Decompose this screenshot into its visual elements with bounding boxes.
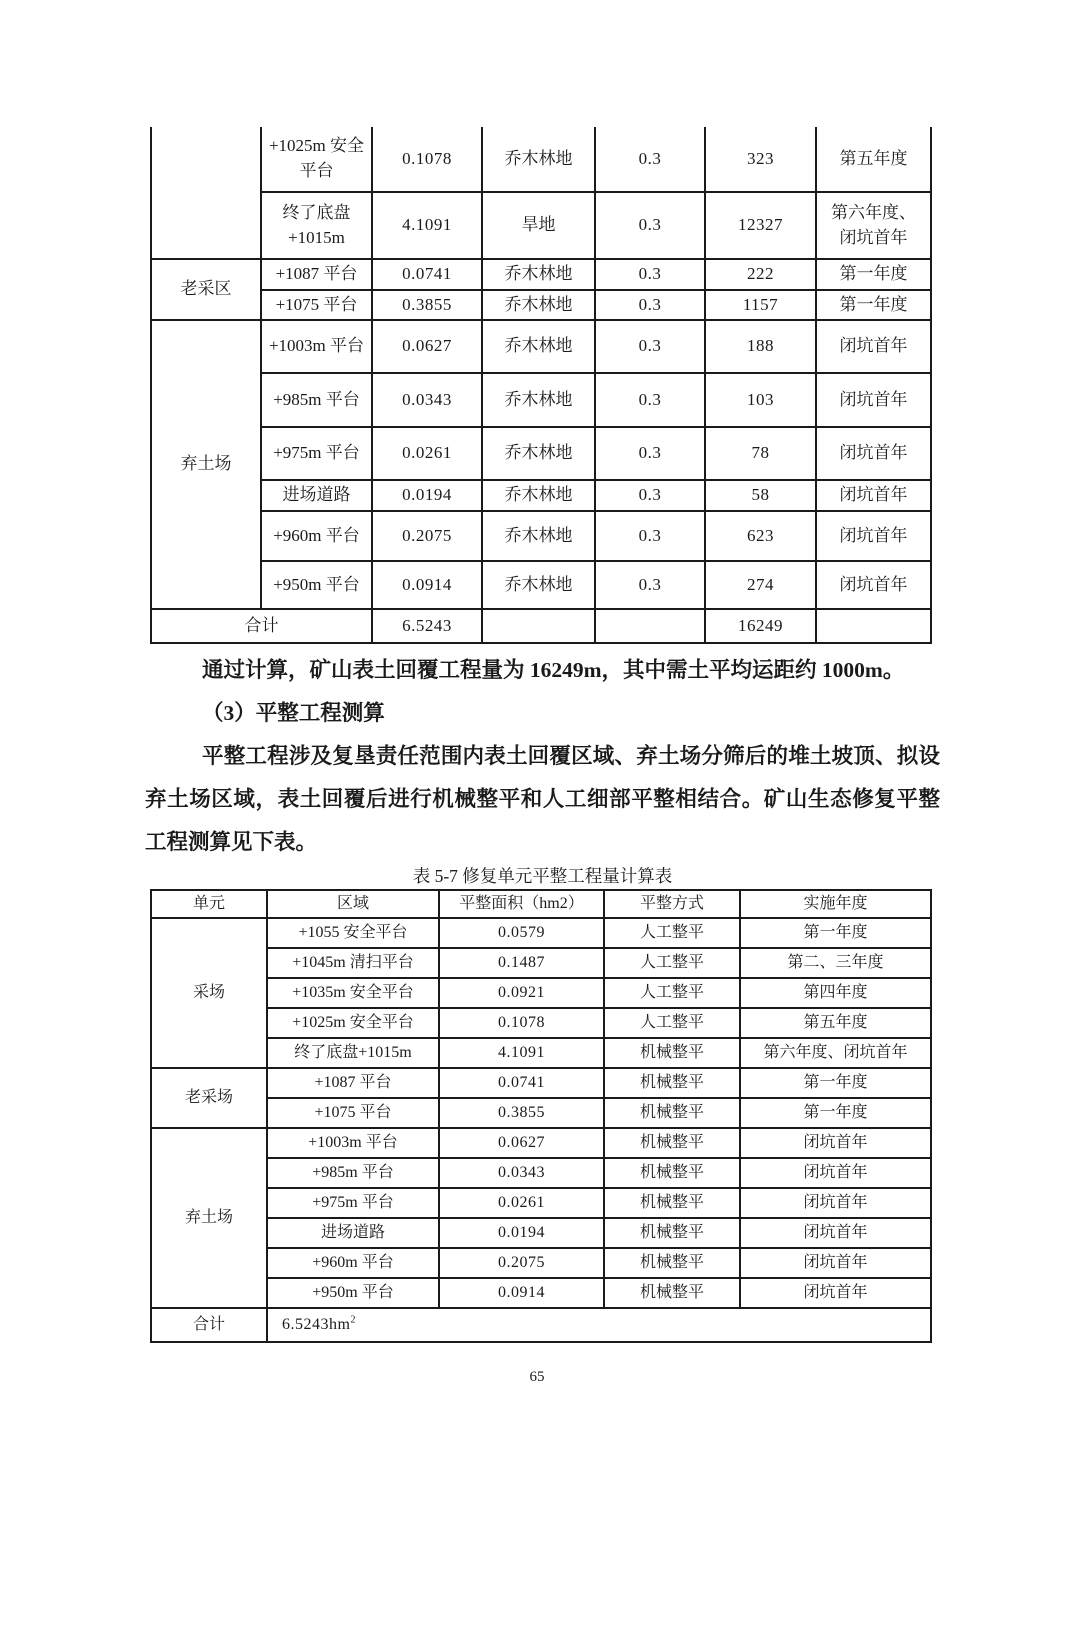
cell-year: 第一年度 [816, 290, 931, 321]
cell-volume: 58 [705, 480, 816, 511]
table-row [151, 948, 931, 978]
table-row [151, 511, 931, 561]
cell-year: 闭坑首年 [816, 320, 931, 373]
table-row [151, 978, 931, 1008]
header-cell-method: 平整方式 [604, 890, 740, 918]
cell-region: +1045m 清扫平台 [267, 948, 439, 978]
cell-volume: 274 [705, 561, 816, 609]
cell-method: 机械整平 [604, 1188, 740, 1218]
cell-year: 闭坑首年 [816, 373, 931, 427]
total-volume-cell: 16249 [705, 609, 816, 643]
cell-year: 第一年度 [816, 259, 931, 290]
cell-area: 0.2075 [439, 1248, 604, 1278]
cell-volume: 12327 [705, 192, 816, 259]
cell-landtype: 乔木林地 [482, 427, 595, 480]
header-cell-unit: 单元 [151, 890, 267, 918]
table-row [151, 1128, 931, 1158]
cell-region: +960m 平台 [261, 511, 372, 561]
table-row [151, 1008, 931, 1038]
cell-volume: 623 [705, 511, 816, 561]
cell-area: 0.0343 [372, 373, 482, 427]
cell-ratio: 0.3 [595, 290, 705, 321]
total-label-cell: 合计 [151, 1308, 267, 1342]
cell-method: 机械整平 [604, 1068, 740, 1098]
cell-method: 机械整平 [604, 1128, 740, 1158]
cell-year: 闭坑首年 [816, 427, 931, 480]
group-cell-old-mining-area: 老采区 [151, 259, 261, 320]
cell-empty [482, 609, 595, 643]
header-cell-region: 区域 [267, 890, 439, 918]
total-area-superscript: 2 [350, 1314, 356, 1326]
heading-leveling-estimate: （3）平整工程测算 [202, 701, 385, 726]
table-row [151, 918, 931, 948]
cell-region: +975m 平台 [267, 1188, 439, 1218]
cell-landtype: 乔木林地 [482, 480, 595, 511]
total-area-cell: 6.5243 [372, 609, 482, 643]
table-row [151, 127, 931, 192]
cell-year: 第五年度 [740, 1008, 931, 1038]
cell-year: 闭坑首年 [816, 511, 931, 561]
table-leveling-quantities [150, 889, 932, 1343]
cell-ratio: 0.3 [595, 561, 705, 609]
group-cell-waste-dump: 弃土场 [151, 320, 261, 609]
cell-area: 0.0261 [372, 427, 482, 480]
cell-ratio: 0.3 [595, 192, 705, 259]
table-row [151, 259, 931, 290]
cell-landtype: 乔木林地 [482, 127, 595, 192]
cell-area: 0.1487 [439, 948, 604, 978]
table-topsoil-recovery-continued [150, 127, 932, 644]
cell-area: 0.1078 [439, 1008, 604, 1038]
group-cell-empty [151, 127, 261, 259]
table-row [151, 373, 931, 427]
cell-area: 0.3855 [439, 1098, 604, 1128]
cell-year: 闭坑首年 [740, 1218, 931, 1248]
cell-area: 0.2075 [372, 511, 482, 561]
cell-area: 0.0914 [372, 561, 482, 609]
table-row [151, 320, 931, 373]
table-total-row [151, 609, 931, 643]
cell-ratio: 0.3 [595, 320, 705, 373]
table-row [151, 1248, 931, 1278]
cell-ratio: 0.3 [595, 373, 705, 427]
table-row [151, 1098, 931, 1128]
cell-area: 0.1078 [372, 127, 482, 192]
cell-region: +960m 平台 [267, 1248, 439, 1278]
cell-ratio: 0.3 [595, 259, 705, 290]
cell-method: 机械整平 [604, 1038, 740, 1068]
total-area-value: 6.5243hm [282, 1315, 351, 1333]
cell-region: +1087 平台 [267, 1068, 439, 1098]
cell-area: 0.3855 [372, 290, 482, 321]
cell-area: 0.0194 [372, 480, 482, 511]
cell-year: 闭坑首年 [740, 1278, 931, 1308]
cell-year: 闭坑首年 [816, 480, 931, 511]
cell-ratio: 0.3 [595, 427, 705, 480]
cell-region: +1087 平台 [261, 259, 372, 290]
cell-year: 第六年度、闭坑首年 [816, 192, 931, 259]
group-cell-old-mining-site: 老采场 [151, 1068, 267, 1128]
total-area-cell [267, 1308, 931, 1342]
cell-landtype: 乔木林地 [482, 373, 595, 427]
cell-area: 0.0741 [439, 1068, 604, 1098]
cell-region: +1003m 平台 [261, 320, 372, 373]
cell-volume: 323 [705, 127, 816, 192]
cell-area: 0.0261 [439, 1188, 604, 1218]
paragraph-leveling-description: 平整工程涉及复垦责任范围内表土回覆区域、弃土场分筛后的堆土坡顶、拟设弃土场区域，表土回覆后进行机械整平和人工细部平整相结合。矿山生态修复平整工程测算见下表。 [145, 744, 940, 855]
cell-ratio: 0.3 [595, 480, 705, 511]
cell-region: 终了底盘+1015m [267, 1038, 439, 1068]
cell-region: +975m 平台 [261, 427, 372, 480]
cell-area: 0.0627 [372, 320, 482, 373]
total-label-cell: 合计 [151, 609, 372, 643]
cell-volume: 103 [705, 373, 816, 427]
table-row [151, 1158, 931, 1188]
cell-landtype: 旱地 [482, 192, 595, 259]
cell-area: 0.0741 [372, 259, 482, 290]
cell-method: 人工整平 [604, 978, 740, 1008]
cell-landtype: 乔木林地 [482, 561, 595, 609]
cell-region: +950m 平台 [267, 1278, 439, 1308]
cell-ratio: 0.3 [595, 127, 705, 192]
cell-area: 0.0194 [439, 1218, 604, 1248]
cell-region: +1025m 安全平台 [261, 127, 372, 192]
cell-landtype: 乔木林地 [482, 290, 595, 321]
cell-year: 第一年度 [740, 1098, 931, 1128]
cell-method: 机械整平 [604, 1158, 740, 1188]
cell-landtype: 乔木林地 [482, 511, 595, 561]
cell-region: +1003m 平台 [267, 1128, 439, 1158]
header-cell-area: 平整面积（hm2） [439, 890, 604, 918]
cell-area: 0.0579 [439, 918, 604, 948]
cell-region: +1055 安全平台 [267, 918, 439, 948]
cell-area: 0.0343 [439, 1158, 604, 1188]
group-cell-mining-site: 采场 [151, 918, 267, 1068]
paragraph-calculation-result: 通过计算，矿山表土回覆工程量为 16249m，其中需土平均运距约 1000m。 [202, 658, 905, 683]
cell-year: 闭坑首年 [740, 1158, 931, 1188]
table-row [151, 192, 931, 259]
cell-year: 闭坑首年 [740, 1128, 931, 1158]
table-row [151, 427, 931, 480]
table-total-row [151, 1308, 931, 1342]
cell-ratio: 0.3 [595, 511, 705, 561]
cell-volume: 78 [705, 427, 816, 480]
table-row [151, 480, 931, 511]
cell-area: 4.1091 [372, 192, 482, 259]
cell-year: 第五年度 [816, 127, 931, 192]
page-number: 65 [529, 1369, 545, 1386]
cell-method: 机械整平 [604, 1248, 740, 1278]
cell-region: +985m 平台 [261, 373, 372, 427]
table-header-row [151, 890, 931, 918]
cell-year: 闭坑首年 [816, 561, 931, 609]
cell-year: 闭坑首年 [740, 1188, 931, 1218]
table-row [151, 1038, 931, 1068]
cell-region: +1025m 安全平台 [267, 1008, 439, 1038]
cell-year: 第四年度 [740, 978, 931, 1008]
table-row [151, 290, 931, 321]
cell-region: +1075 平台 [267, 1098, 439, 1128]
cell-area: 0.0914 [439, 1278, 604, 1308]
cell-method: 机械整平 [604, 1278, 740, 1308]
cell-volume: 188 [705, 320, 816, 373]
group-cell-waste-dump: 弃土场 [151, 1128, 267, 1308]
table-row [151, 1068, 931, 1098]
cell-landtype: 乔木林地 [482, 320, 595, 373]
cell-method: 机械整平 [604, 1098, 740, 1128]
cell-year: 第一年度 [740, 1068, 931, 1098]
document-page [0, 127, 1074, 1647]
cell-year: 第二、三年度 [740, 948, 931, 978]
cell-area: 0.0627 [439, 1128, 604, 1158]
cell-empty [816, 609, 931, 643]
cell-year: 第一年度 [740, 918, 931, 948]
table-row [151, 561, 931, 609]
table-row [151, 1218, 931, 1248]
cell-method: 人工整平 [604, 1008, 740, 1038]
cell-region: +985m 平台 [267, 1158, 439, 1188]
cell-method: 人工整平 [604, 948, 740, 978]
cell-region: +950m 平台 [261, 561, 372, 609]
cell-volume: 222 [705, 259, 816, 290]
cell-landtype: 乔木林地 [482, 259, 595, 290]
cell-volume: 1157 [705, 290, 816, 321]
header-cell-year: 实施年度 [740, 890, 931, 918]
cell-year: 第六年度、闭坑首年 [740, 1038, 931, 1068]
cell-region: +1075 平台 [261, 290, 372, 321]
table-caption: 表 5-7 修复单元平整工程量计算表 [412, 866, 673, 887]
cell-method: 人工整平 [604, 918, 740, 948]
table-row [151, 1188, 931, 1218]
cell-empty [595, 609, 705, 643]
cell-year: 闭坑首年 [740, 1248, 931, 1278]
body-text [145, 649, 940, 864]
cell-area: 0.0921 [439, 978, 604, 1008]
cell-area: 4.1091 [439, 1038, 604, 1068]
cell-method: 机械整平 [604, 1218, 740, 1248]
cell-region: 进场道路 [261, 480, 372, 511]
cell-region: +1035m 安全平台 [267, 978, 439, 1008]
cell-region: 进场道路 [267, 1218, 439, 1248]
table-row [151, 1278, 931, 1308]
cell-region: 终了底盘+1015m [261, 192, 372, 259]
